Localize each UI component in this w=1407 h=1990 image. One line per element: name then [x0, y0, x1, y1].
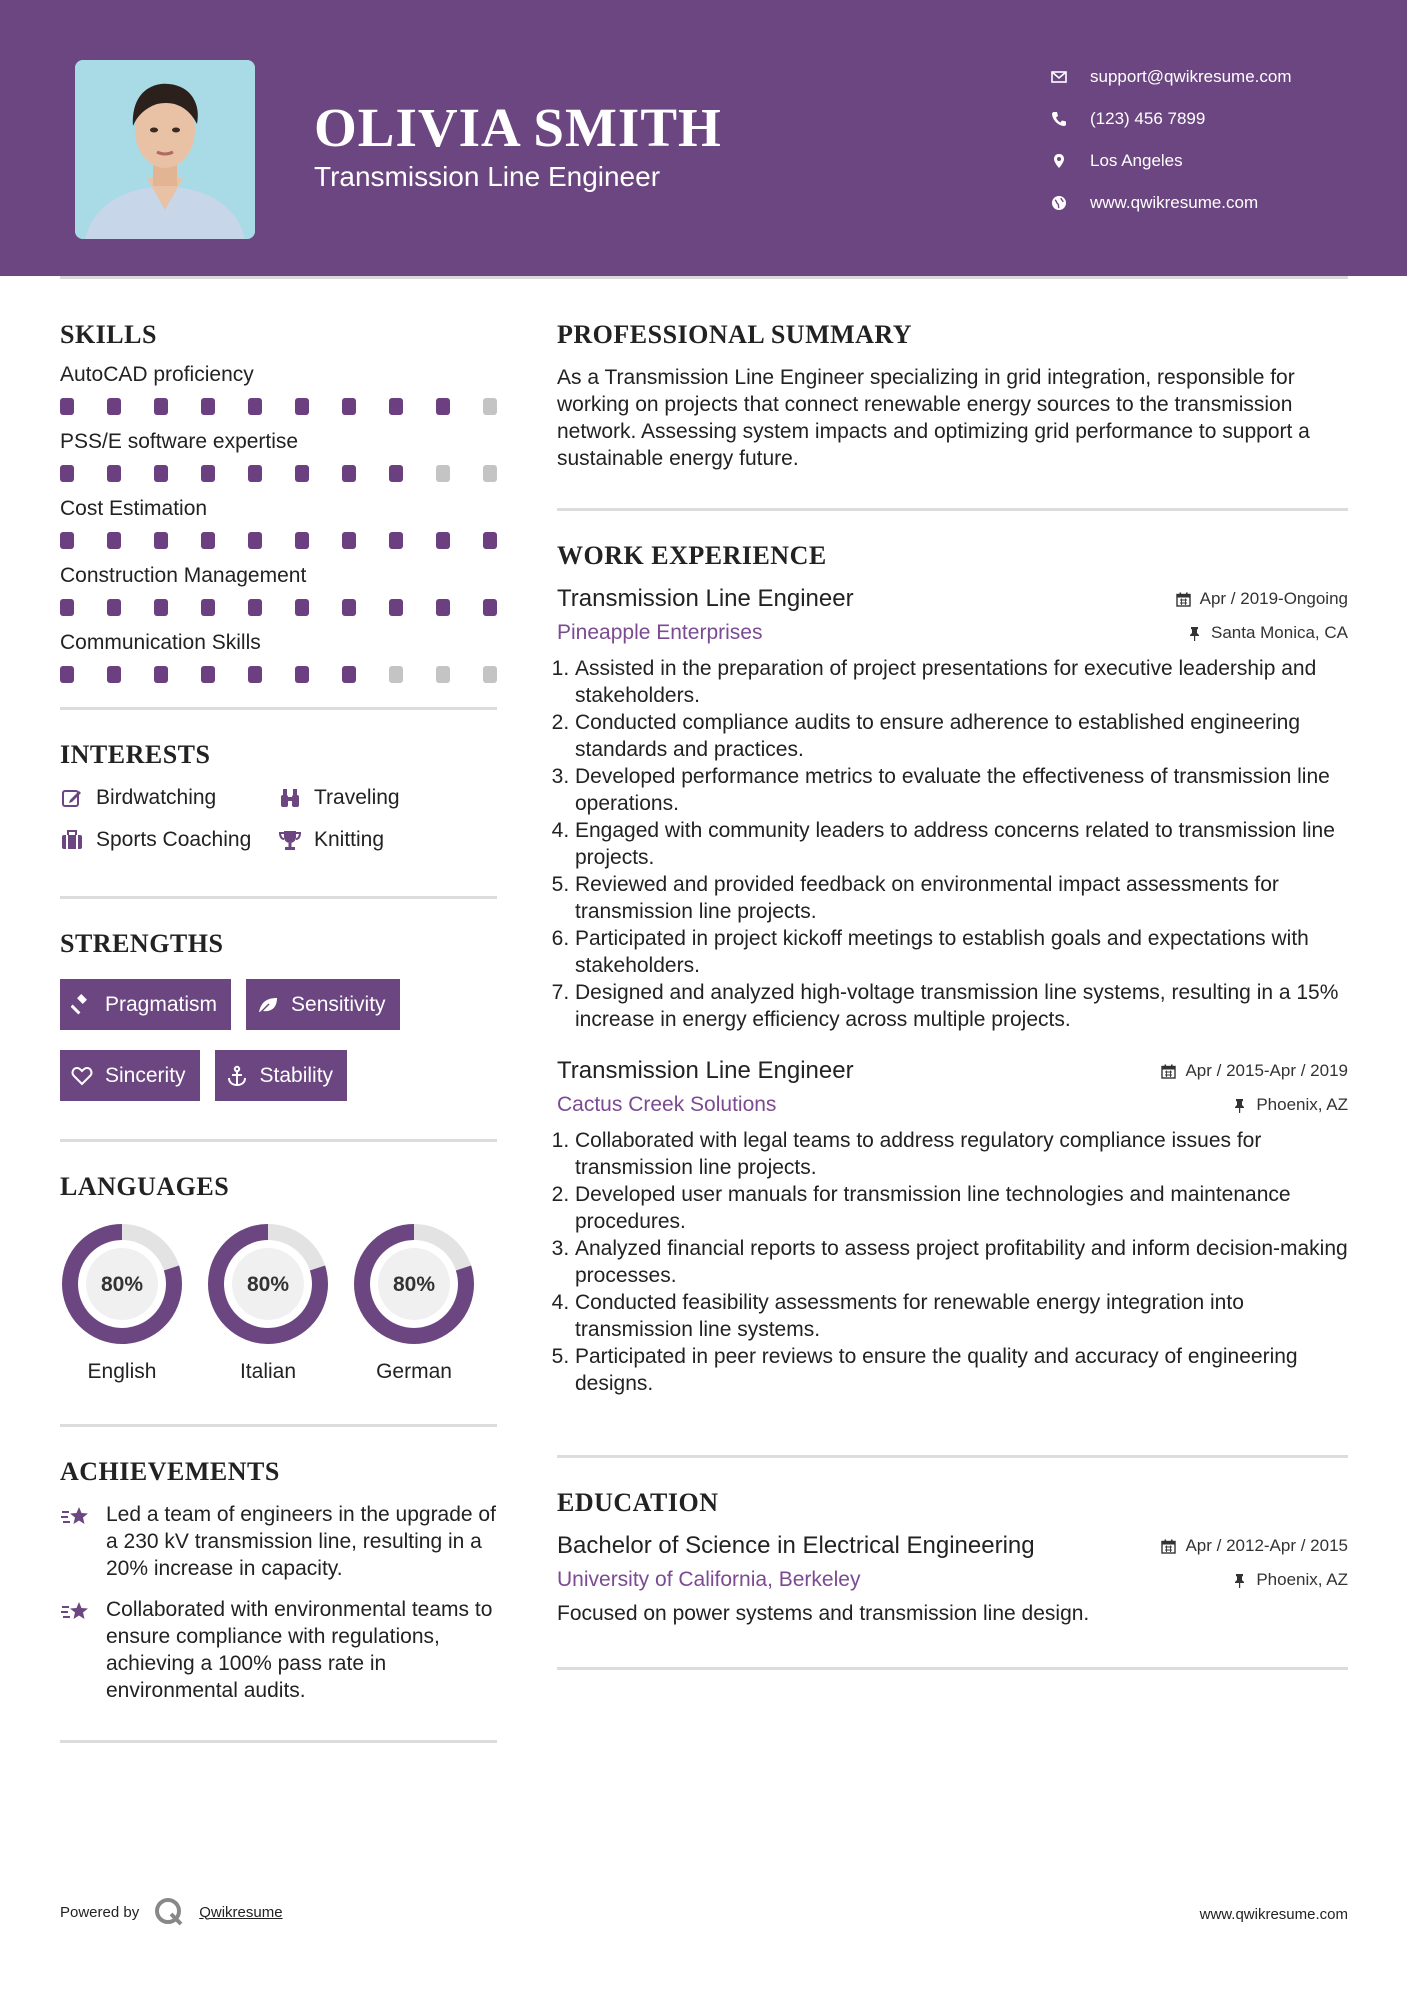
skill-dot-filled [154, 532, 168, 549]
summary-text: As a Transmission Line Engineer specializing in grid integration, responsible for working on projects that connect renewable energy sources to the transmission network. Assessing system impacts and optimizing grid performance to support a sustainable energy future. [557, 366, 1310, 470]
strength-label: Stability [259, 1063, 334, 1087]
phone-icon [1050, 110, 1068, 128]
contact-email-text: support@qwikresume.com [1090, 67, 1292, 86]
strengths-list [60, 979, 497, 1101]
globe-icon [1050, 194, 1068, 212]
language-gauge [206, 1222, 330, 1346]
skills-section [60, 320, 497, 683]
skill-dot-empty [436, 666, 450, 683]
education-title: EDUCATION [557, 1488, 719, 1517]
skill-dot-filled [201, 465, 215, 482]
skills-list [60, 360, 497, 683]
job-bullet: 7. Designed and analyzed high-voltage transmission line systems, resulting in a 15% increase in energy efficiency across multiple projects. [575, 979, 1348, 1033]
section-divider [557, 1667, 1348, 1670]
job-bullets [557, 655, 1348, 1033]
skill-dot-filled [483, 532, 497, 549]
job-bullet: 2. Conducted compliance audits to ensure adherence to established engineering standards and practices. [575, 709, 1348, 763]
job-location [1232, 1095, 1348, 1115]
skill-dot-filled [436, 599, 450, 616]
language-gauge [352, 1222, 476, 1346]
strengths-title: STRENGTHS [60, 929, 224, 958]
skill-dot-filled [201, 599, 215, 616]
achievement-text: Led a team of engineers in the upgrade of a 230 kV transmission line, resulting in a 20% increase in capacity. [106, 1503, 496, 1580]
language-name: German [376, 1360, 452, 1383]
job-bullet: 1. Collaborated with legal teams to address regulatory compliance issues for transmission line projects. [575, 1127, 1348, 1181]
skill-dot-filled [389, 599, 403, 616]
skill-dot-filled [295, 666, 309, 683]
job-role: Transmission Line Engineer [557, 1057, 854, 1084]
interests-title: INTERESTS [60, 740, 211, 769]
section-divider [60, 1424, 497, 1427]
education-description: Focused on power systems and transmission line design. [557, 1602, 1090, 1625]
education-section [557, 1488, 1348, 1627]
contact-location-text: Los Angeles [1090, 151, 1183, 170]
skill-dot-filled [248, 532, 262, 549]
education-school: University of California, Berkeley [557, 1568, 861, 1591]
job-bullet: 2. Developed user manuals for transmission line technologies and maintenance procedures. [575, 1181, 1348, 1235]
qwikresume-logo-icon [153, 1896, 185, 1928]
skill-dot-filled [436, 398, 450, 415]
qwikresume-link[interactable]: Qwikresume [199, 1903, 283, 1921]
skill-dot-filled [342, 398, 356, 415]
job-bullet: 6. Participated in project kickoff meetings to establish goals and expectations with stakeholders. [575, 925, 1348, 979]
heart-icon [71, 1065, 93, 1087]
job-role: Transmission Line Engineer [557, 585, 854, 612]
skill-label: AutoCAD proficiency [60, 363, 254, 386]
briefcase-icon [60, 828, 84, 852]
language-gauge [60, 1222, 184, 1346]
interest-item [278, 828, 497, 852]
language-item [60, 1222, 184, 1384]
contact-email[interactable] [1050, 56, 1292, 98]
skill-dot-filled [60, 532, 74, 549]
skill-dot-filled [248, 465, 262, 482]
skill-dot-empty [483, 398, 497, 415]
summary-section [557, 320, 1348, 472]
skill-item [60, 561, 497, 616]
skill-dot-filled [154, 666, 168, 683]
skill-rating [60, 532, 497, 549]
job-entry [557, 585, 1348, 1033]
skill-rating [60, 398, 497, 415]
education-head [557, 1532, 1348, 1560]
education-location [1232, 1570, 1348, 1590]
achievement-item [60, 1501, 497, 1582]
skill-dot-filled [107, 532, 121, 549]
skill-dot-filled [248, 666, 262, 683]
job-dates [1176, 589, 1348, 609]
interest-label: Sports Coaching [96, 828, 252, 851]
gauge-percent: 80% [100, 1273, 144, 1296]
skill-dot-filled [342, 465, 356, 482]
candidate-name: OLIVIA SMITH [314, 97, 722, 158]
job-location [1187, 623, 1348, 643]
skill-dot-filled [342, 666, 356, 683]
strength-label: Sensitivity [291, 992, 386, 1016]
language-name: English [87, 1360, 157, 1383]
skill-dot-filled [342, 532, 356, 549]
achievement-text: Collaborated with environmental teams to ensure compliance with regulations, achieving a 100% pass rate in environmental audits. [106, 1598, 493, 1702]
binoculars-icon [278, 786, 302, 810]
skill-dot-filled [60, 398, 74, 415]
calendar-icon [1176, 592, 1191, 607]
job-subhead [557, 621, 1348, 645]
skill-item [60, 427, 497, 482]
strength-tag [60, 979, 231, 1030]
skill-dot-filled [201, 666, 215, 683]
skill-dot-filled [295, 532, 309, 549]
skill-dot-filled [295, 465, 309, 482]
pushpin-icon [1232, 1573, 1247, 1588]
skill-dot-filled [248, 398, 262, 415]
gauge-percent: 80% [246, 1273, 290, 1296]
contact-website[interactable] [1050, 182, 1292, 224]
interest-label: Knitting [314, 828, 385, 851]
skill-dot-filled [60, 599, 74, 616]
interest-item [278, 786, 497, 810]
interest-label: Birdwatching [96, 786, 217, 809]
skill-dot-filled [248, 599, 262, 616]
skill-dot-filled [201, 532, 215, 549]
job-subhead [557, 1093, 1348, 1117]
section-divider [60, 1740, 497, 1743]
interests-list [60, 786, 497, 852]
job-location-text: Phoenix, AZ [1256, 1095, 1348, 1114]
skill-label: Construction Management [60, 564, 307, 587]
gauge-percent: 80% [392, 1273, 436, 1296]
job-bullet: 3. Developed performance metrics to evaluate the effectiveness of transmission line operations. [575, 763, 1348, 817]
envelope-icon [1050, 68, 1068, 86]
skill-dot-empty [389, 666, 403, 683]
skill-dot-empty [483, 666, 497, 683]
footer-branding [60, 1896, 283, 1928]
section-divider [60, 1139, 497, 1142]
skill-dot-filled [389, 532, 403, 549]
trophy-icon [278, 828, 302, 852]
pushpin-icon [1187, 626, 1202, 641]
skill-dot-filled [154, 398, 168, 415]
skill-rating [60, 465, 497, 482]
section-divider [557, 1455, 1348, 1458]
map-pin-icon [1050, 152, 1068, 170]
contact-phone[interactable] [1050, 98, 1292, 140]
section-divider [557, 508, 1348, 511]
skill-rating [60, 599, 497, 616]
job-bullet: 5. Reviewed and provided feedback on environmental impact assessments for transmission line projects. [575, 871, 1348, 925]
contact-list [1050, 56, 1292, 224]
language-name: Italian [239, 1360, 297, 1383]
section-divider [60, 896, 497, 899]
contact-website-text: www.qwikresume.com [1090, 193, 1259, 212]
job-bullet: 4. Conducted feasibility assessments for renewable energy integration into transmission line systems. [575, 1289, 1348, 1343]
skill-dot-filled [154, 465, 168, 482]
experience-title: WORK EXPERIENCE [557, 541, 827, 570]
job-company: Cactus Creek Solutions [557, 1093, 777, 1116]
job-bullets [557, 1127, 1348, 1397]
shooting-star-icon [60, 1598, 92, 1626]
interest-label: Traveling [314, 786, 400, 809]
strength-label: Sincerity [105, 1063, 186, 1087]
job-head [557, 585, 1348, 613]
job-dates-text: Apr / 2015-Apr / 2019 [1185, 1061, 1348, 1080]
skill-item [60, 494, 497, 549]
skill-dot-filled [295, 398, 309, 415]
interest-item [60, 828, 278, 852]
job-dates [1161, 1061, 1348, 1081]
calendar-icon [1161, 1064, 1176, 1079]
skill-dot-filled [295, 599, 309, 616]
skill-dot-filled [201, 398, 215, 415]
portrait-illustration [75, 60, 255, 239]
skills-title: SKILLS [60, 320, 157, 349]
skill-dot-filled [60, 666, 74, 683]
skill-label: Communication Skills [60, 631, 261, 654]
powered-by-label: Powered by [60, 1903, 140, 1921]
job-location-text: Santa Monica, CA [1210, 623, 1348, 642]
shooting-star-icon [60, 1503, 92, 1531]
job-dates-text: Apr / 2019-Ongoing [1199, 589, 1348, 608]
languages-list [60, 1222, 497, 1384]
skill-dot-empty [436, 465, 450, 482]
skill-item [60, 360, 497, 415]
summary-title: PROFESSIONAL SUMMARY [557, 320, 913, 349]
job-bullet: 3. Analyzed financial reports to assess project profitability and inform decision-making processes. [575, 1235, 1348, 1289]
skill-dot-filled [107, 599, 121, 616]
education-dates [1161, 1536, 1348, 1556]
education-subhead [557, 1568, 1348, 1592]
skill-dot-filled [107, 666, 121, 683]
left-column [60, 320, 497, 1743]
languages-title: LANGUAGES [60, 1172, 230, 1201]
skill-dot-filled [389, 465, 403, 482]
skill-dot-filled [483, 599, 497, 616]
skill-dot-filled [389, 398, 403, 415]
skill-rating [60, 666, 497, 683]
job-bullet: 1. Assisted in the preparation of project presentations for executive leadership and stakeholders. [575, 655, 1348, 709]
experience-section [557, 541, 1348, 1397]
interests-section [60, 740, 497, 852]
language-item [206, 1222, 330, 1384]
skill-dot-filled [436, 532, 450, 549]
skill-dot-filled [107, 398, 121, 415]
achievements-section [60, 1457, 497, 1704]
header-divider [60, 276, 1348, 279]
skill-dot-filled [154, 599, 168, 616]
achievements-title: ACHIEVEMENTS [60, 1457, 280, 1486]
education-degree: Bachelor of Science in Electrical Engineering [557, 1532, 1035, 1559]
strengths-section [60, 929, 497, 1101]
resume-header [0, 0, 1407, 276]
skill-item [60, 628, 497, 683]
right-column [557, 320, 1348, 1670]
section-divider [60, 707, 497, 710]
strength-tag [60, 1050, 200, 1101]
skill-dot-filled [60, 465, 74, 482]
candidate-title: Transmission Line Engineer [314, 161, 661, 192]
gavel-icon [71, 994, 93, 1016]
anchor-icon [226, 1065, 248, 1087]
job-company: Pineapple Enterprises [557, 621, 763, 644]
skill-label: PSS/E software expertise [60, 430, 299, 453]
pushpin-icon [1232, 1098, 1247, 1113]
job-bullet: 5. Participated in peer reviews to ensure the quality and accuracy of engineering designs. [575, 1343, 1348, 1397]
contact-location [1050, 140, 1292, 182]
languages-section [60, 1172, 497, 1384]
strength-tag [246, 979, 400, 1030]
skill-dot-filled [342, 599, 356, 616]
footer-url[interactable]: www.qwikresume.com [1199, 1906, 1348, 1923]
pencil-square-icon [60, 786, 84, 810]
leaf-icon [257, 994, 279, 1016]
job-head [557, 1057, 1348, 1085]
job-bullet: 4. Engaged with community leaders to address concerns related to transmission line projects. [575, 817, 1348, 871]
education-entry [557, 1532, 1348, 1627]
strength-label: Pragmatism [105, 992, 218, 1016]
contact-phone-text: (123) 456 7899 [1090, 109, 1206, 128]
skill-label: Cost Estimation [60, 497, 208, 520]
language-item [352, 1222, 476, 1384]
achievement-item [60, 1596, 497, 1704]
education-dates-text: Apr / 2012-Apr / 2015 [1185, 1536, 1348, 1555]
interest-item [60, 786, 278, 810]
skill-dot-empty [483, 465, 497, 482]
job-entry [557, 1057, 1348, 1397]
profile-photo [75, 60, 255, 239]
skill-dot-filled [107, 465, 121, 482]
education-location-text: Phoenix, AZ [1256, 1570, 1348, 1589]
strength-tag [215, 1050, 348, 1101]
calendar-icon [1161, 1539, 1176, 1554]
